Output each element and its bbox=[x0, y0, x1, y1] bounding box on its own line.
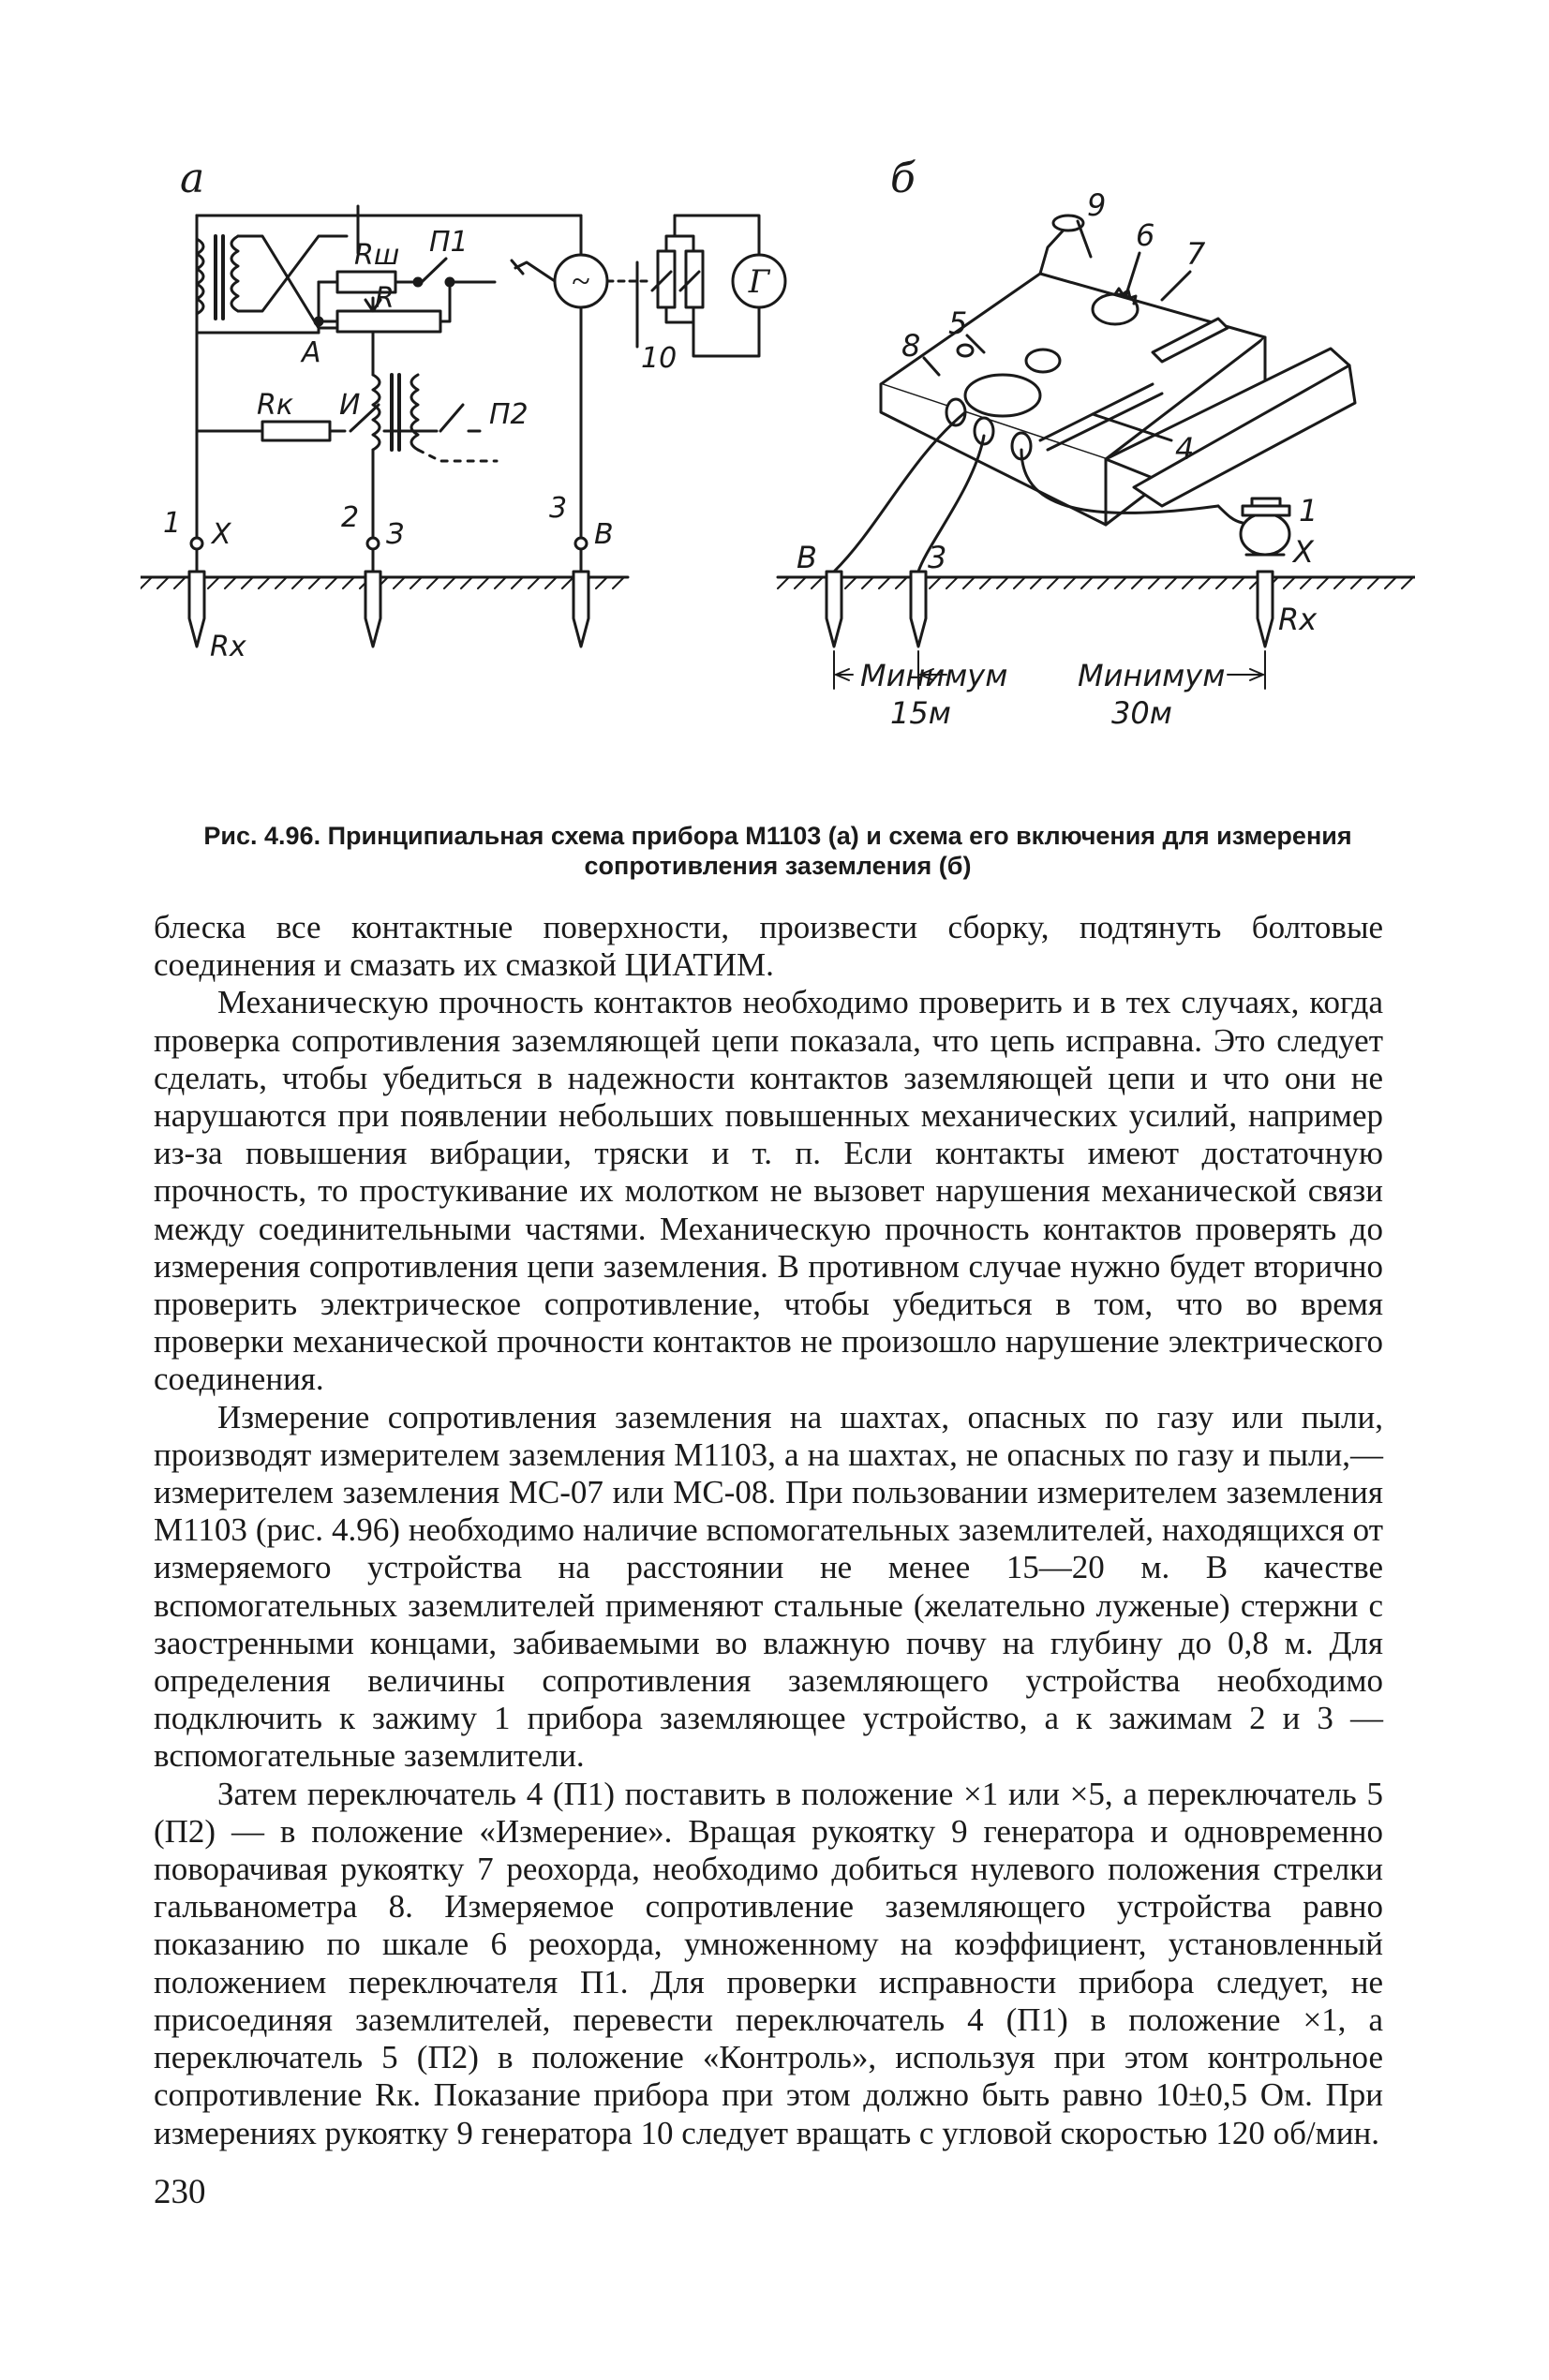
device-label-1: 1 bbox=[1299, 493, 1318, 528]
device-label-4: 4 bbox=[1175, 431, 1195, 467]
paragraph-4: Затем переключатель 4 (П1) поставить в положение ×1 или ×5, а переключатель 5 (П2) — в положение «Измерение». Вращая рукоятку 9 генератора и одновременно поворачивая рукоятку 7 реохорда, необходимо добиться нулевого положения стрелки гальванометра 8. Измеряемое сопротивление заземляющего устройства равно показанию по шкале 6 реохорда, умноженному на коэффициент, установленный положением переключателя П1. Для проверки исправности прибора следует, не присоединяя заземлителей, перевести переключатель 4 (П1) в положение ×1, а переключатель 5 (П2) в положение «Контроль», используя при этом контрольное сопротивление Rк. Показание прибора при этом должно быть равно 10±0,5 Ом. При измерениях рукоятку 9 генератора 10 следует вращать с угловой скоростью 120 об/мин. bbox=[154, 1775, 1383, 2151]
panel-a-label: а bbox=[180, 155, 205, 202]
label-terminal-x: Х bbox=[212, 518, 231, 551]
label-r: R bbox=[375, 282, 395, 315]
figure-caption bbox=[197, 821, 1359, 881]
label-10: 10 bbox=[641, 342, 678, 375]
label-terminal-v: В bbox=[594, 518, 614, 551]
figure-4-96 bbox=[141, 150, 1415, 825]
device-label-5: 5 bbox=[948, 305, 968, 341]
label-terminal-3: 3 bbox=[549, 492, 568, 525]
distance-2-line2: 30м bbox=[1111, 695, 1172, 731]
distance-1-line2: 15м bbox=[890, 695, 951, 731]
page-number: 230 bbox=[154, 2173, 206, 2211]
device-label-6: 6 bbox=[1136, 217, 1155, 253]
label-terminal-z: З bbox=[386, 518, 405, 551]
paragraph-2: Механическую прочность контактов необходимо проверить и в тех случаях, когда проверка сопротивления заземляющей цепи показала, что цепь исправна. Это следует сделать, чтобы убедиться в надежности контактов заземляющей цепи и что они не нарушаются при появлении небольших повышенных механических усилий, например из-за повышения вибрации, тряски и т. п. Если контакты имеют достаточную прочность, то простукивание их молотком не вызовет нарушения механической связи между соединительными частями. Механическую прочность контактов проверять до измерения сопротивления цепи заземления. В противном случае нужно будет вторично проверить электрическое сопротивление, чтобы убедиться в том, что во время проверки механической прочности контактов не произошло нарушение электрического соединения. bbox=[154, 984, 1383, 1398]
label-terminal-1: 1 bbox=[163, 507, 182, 540]
label-i: И bbox=[339, 389, 361, 422]
label-r-sh: Rш bbox=[354, 239, 400, 272]
device-panel-b bbox=[778, 155, 1415, 731]
label-a: А bbox=[302, 336, 321, 369]
label-terminal-2: 2 bbox=[341, 501, 360, 534]
label-p1: П1 bbox=[429, 226, 469, 259]
device-label-3: 3 bbox=[928, 540, 947, 575]
distance-1-line1: Минимум bbox=[860, 658, 1008, 693]
device-label-x: Х bbox=[1293, 534, 1314, 570]
caption-lead: Рис. 4.96. bbox=[203, 822, 321, 850]
caption-text: Принципиальная схема прибора М1103 (а) и схема его включения для измерения сопротивления заземления (б) bbox=[320, 822, 1352, 880]
paragraph-3: Измерение сопротивления заземления на шахтах, опасных по газу или пыли, производят измерителем заземления М1103, а на шахтах, не опасных по газу и пыли,— измерителем заземления МС-07 или МС-08. При пользовании измерителем заземления М1103 (рис. 4.96) необходимо наличие вспомогательных заземлителей, находящихся от измеряемого устройства на расстоянии не менее 15—20 м. В качестве вспомогательных заземлителей применяют стальные (желательно луженые) стержни с заостренными концами, забиваемыми во влажную почву на глубину до 0,8 м. Для определения величины сопротивления заземляющего устройства необходимо подключить к зажиму 1 прибора заземляющее устройство, а к зажимам 2 и 3 — вспомогательные заземлители. bbox=[154, 1398, 1383, 1775]
device-label-9: 9 bbox=[1087, 187, 1107, 223]
body-text bbox=[154, 909, 1383, 2152]
paragraph-1: блеска все контактные поверхности, произвести сборку, подтянуть болтовые соединения и смазать их смазкой ЦИАТИМ. bbox=[154, 909, 1383, 984]
schematic-panel-a bbox=[141, 155, 785, 663]
device-label-7: 7 bbox=[1186, 236, 1206, 272]
label-r-k: Rк bbox=[257, 389, 293, 422]
device-label-rx: Rx bbox=[1278, 602, 1318, 637]
galvanometer-sign: Г bbox=[748, 263, 770, 301]
distance-2-line1: Минимум bbox=[1078, 658, 1226, 693]
panel-b-label: б bbox=[890, 155, 916, 202]
label-rx-a: Rx bbox=[210, 631, 246, 663]
device-label-v: В bbox=[797, 540, 817, 575]
label-p2: П2 bbox=[489, 398, 529, 431]
device-label-8: 8 bbox=[901, 328, 921, 364]
generator-sign: ~ bbox=[572, 262, 590, 300]
